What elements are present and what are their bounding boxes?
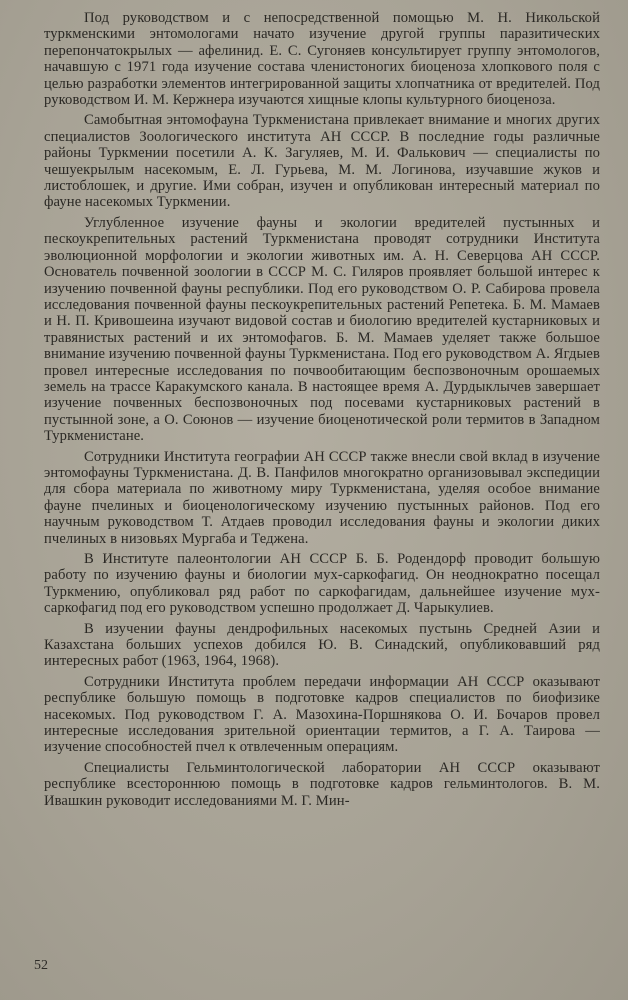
page-number: 52 — [34, 958, 48, 973]
paragraph-1: Под руководством и с непосредственной помощью М. Н. Никольской туркменскими энтомологами начато изучение другой группы паразитических перепончатокрылых — афелинид. Е. С. Сугоняев консультирует группу энтомологов, начавшую с 1971 года изучение состава членистоногих биоценоза хлопкового поля с целью разработки элементов интегрированной защиты хлопчатника от вредителей. Под руководством И. М. Кержнера изучаются хищные клопы культурного биоценоза. — [44, 10, 600, 109]
paragraph-5: В Институте палеонтологии АН СССР Б. Б. Родендорф проводит большую работу по изучению фауны и биологии мух-саркофагид. Он неоднократно посещал Туркмению, опубликовал ряд работ по саркофагидам, дальнейшее изучение мух-саркофагид под его руководством успешно продолжает Д. Чарыкулиев. — [44, 551, 600, 617]
body-text — [44, 10, 600, 813]
paragraph-8: Специалисты Гельминтологической лаборатории АН СССР оказывают республике всестороннюю помощь в подготовке кадров гельминтологов. В. М. Ивашкин руководит исследованиями М. Г. Мин- — [44, 759, 600, 809]
paragraph-7: Сотрудники Института проблем передачи информации АН СССР оказывают республике большую помощь в подготовке кадров специалистов по биофизике насекомых. Под руководством Г. А. Мазохина-Поршнякова О. И. Бочаров провел интересные исследования зрительной ориентации термитов, а Г. А. Таирова — изучение способностей пчел к отвлеченным операциям. — [44, 673, 600, 756]
paragraph-4: Сотрудники Института географии АН СССР также внесли свой вклад в изучение энтомофауны Туркменистана. Д. В. Панфилов многократно организовывал экспедиции для сбора материала по животному миру Туркменистана, уделяя особое внимание фауне пчелиных и биоценологическому изучению пустынных районов. Под его научным руководством Т. Атдаев проводил исследования фауны и экологии диких пчелиных в низовьях Мургаба и Теджена. — [44, 448, 600, 547]
paragraph-3: Углубленное изучение фауны и экологии вредителей пустынных и пескоукрепительных растений Туркменистана проводят сотрудники Института эволюционной морфологии и экологии животных им. А. Н. Северцова АН СССР. Основатель почвенной зоологии в СССР М. С. Гиляров проявляет большой интерес к изучению почвенной фауны республики. Под его руководством О. Р. Сабирова провела исследования почвенной фауны пескоукрепительных растений Репетека. Б. М. Мамаев и Н. П. Кривошеина изучают видовой состав и биологию вредителей кустарниковых и травянистых растений и их энтомофагов. Б. М. Мамаев уделяет также большое внимание изучению почвенной фауны Туркменистана. Под его руководством А. Ягдыев провел интересные исследования по почвообитающим беспозвоночным орошаемых земель на трассе Каракумского канала. В настоящее время А. Дурдыклычев завершает изучение почвенных беспозвоночных под посевами кустарниковых растений в пустынной зоне, а О. Союнов — изучение биоценотической роли термитов в Западном Туркменистане. — [44, 214, 600, 445]
paragraph-2: Самобытная энтомофауна Туркменистана привлекает внимание и многих других специалистов Зоологического института АН СССР. В последние годы различные районы Туркмении посетили А. К. Загуляев, М. И. Фалькович — специалисты по чешуекрылым насекомым, Е. Л. Гурьева, М. М. Логинова, изучавшие жуков и листоблошек, и другие. Ими собран, изучен и опубликован интересный материал по фауне насекомых Туркмении. — [44, 112, 600, 211]
paragraph-6: В изучении фауны дендрофильных насекомых пустынь Средней Азии и Казахстана больших успехов добился Ю. В. Синадский, опубликовавший ряд интересных работ (1963, 1964, 1968). — [44, 620, 600, 670]
